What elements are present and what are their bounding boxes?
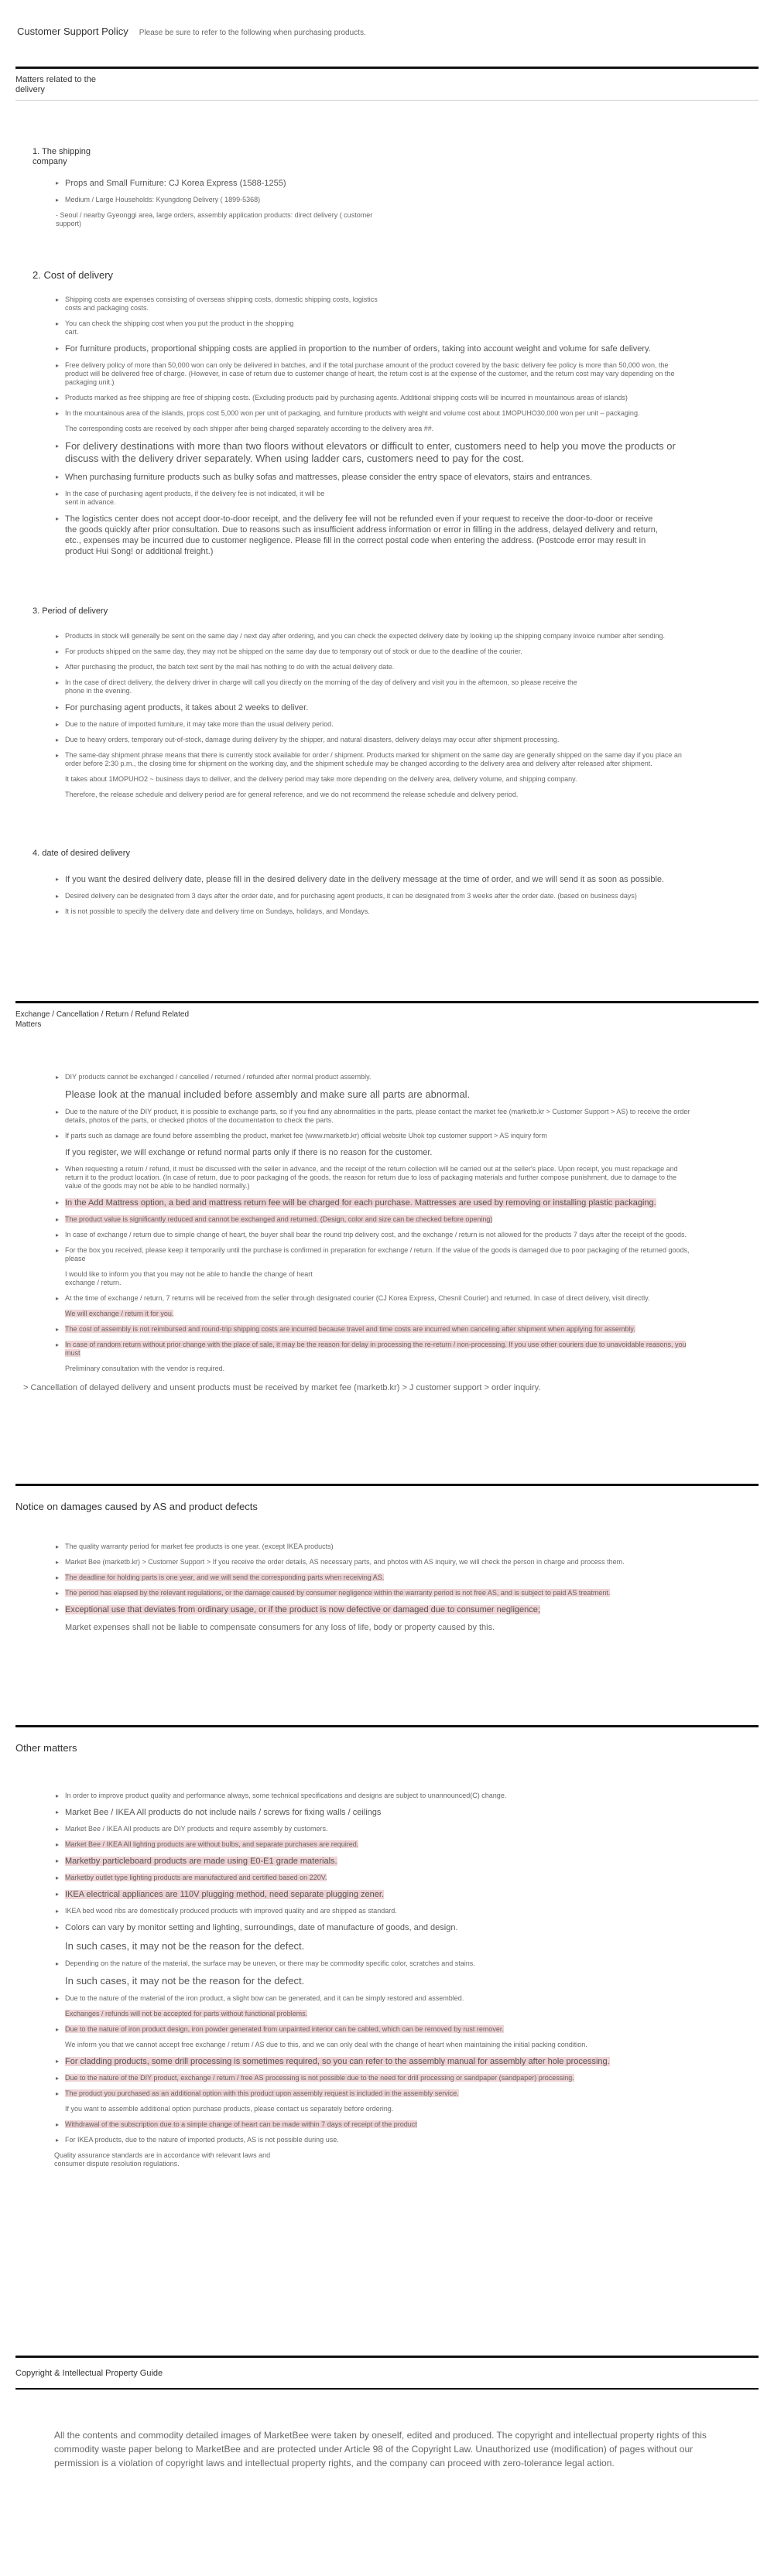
list-item: ▸ In the mountainous area of the islands, props cost 5,000 won per unit of packaging, and furniture products with weight and volume cost about 1MOPUHO30,000 won per unit – packaging. — [56, 409, 690, 418]
divider — [15, 2388, 759, 2390]
list-item: ▸ Market Bee / IKEA All products do not include nails / screws for fixing walls / ceilings — [56, 1807, 690, 1818]
cost-heading: 2. Cost of delivery — [33, 269, 114, 281]
list-item: ▸ Marketby outlet type lighting products are manufactured and certified based on 220V. — [56, 1874, 690, 1882]
copyright-title: Copyright & Intellectual Property Guide — [15, 2369, 163, 2378]
other-title: Other matters — [15, 1742, 77, 1754]
list-item: ▸ Due to the nature of the DIY product, it is possible to exchange parts, so if you find any abnormalities in the parts, please contact the market fee (marketb.kr > Customer Support > AS) to receive the order details, photos of the parts, or checked photos of the documentation to check the parts. — [56, 1108, 690, 1125]
list-item: ▸ IKEA bed wood ribs are domestically produced products with improved quality and are shipped as standard. — [56, 1907, 690, 1915]
period-list — [56, 632, 690, 799]
list-item: ▸ IKEA electrical appliances are 110V plugging method, need separate plugging zener. — [56, 1889, 690, 1900]
list-item: ▸ In the case of direct delivery, the delivery driver in charge will call you directly on the morning of the day of delivery and visit you in the afternoon, so please receive the phone in the evening. — [56, 678, 582, 695]
section-divider — [15, 67, 759, 69]
exchange-section — [15, 1001, 759, 1393]
list-item: ▸ The quality warranty period for market fee products is one year. (except IKEA products) — [56, 1543, 690, 1551]
list-item: ▸ DIY products cannot be exchanged / cancelled / returned / refunded after normal product assembly. — [56, 1073, 690, 1081]
list-item: ▸ In case of random return without prior change with the place of sale, it may be the reason for delay in processing the re-return / non-processing. If you use other couriers due to unavoidable reasons, you must — [56, 1341, 690, 1358]
period-heading: 3. Period of delivery — [33, 606, 108, 616]
list-item: We inform you that we cannot accept free exchange / return / AS due to this, and we can only deal with the change of heart when maintaining the initial packing condition. — [65, 2041, 587, 2048]
list-item: Therefore, the release schedule and delivery period are for general reference, and we do not recommend the release schedule and delivery period. — [65, 791, 519, 798]
damage-title: Notice on damages caused by AS and product defects — [15, 1501, 258, 1512]
list-item: Preliminary consultation with the vendor is required. — [65, 1365, 225, 1372]
list-item: ▸ Props and Small Furniture: CJ Korea Express (1588-1255) — [56, 178, 381, 189]
list-item: ▸ The product you purchased as an additional option with this product upon assembly request is included in the assembly service. — [56, 2089, 690, 2098]
exchange-footer: > Cancellation of delayed delivery and unsent products must be received by market fee (marketb.kr) > J customer support > order inquiry. — [23, 1383, 541, 1392]
list-item: - Seoul / nearby Gyeonggi area, large orders, assembly application products: direct delivery ( customer support) — [56, 211, 373, 227]
list-item: ▸ Colors can vary by monitor setting and lighting, surroundings, date of manufacture of goods, and design. — [56, 1922, 690, 1933]
list-item: I would like to inform you that you may not be able to handle the change of heart exchange / return. — [65, 1270, 313, 1286]
list-item: ▸ When purchasing furniture products such as bulky sofas and mattresses, please consider the entry space of elevators, stairs and entrances. — [56, 472, 690, 483]
list-item: ▸ In the Add Mattress option, a bed and mattress return fee will be charged for each purchase. Mattresses are used by removing or installing plastic packaging. — [56, 1197, 690, 1208]
list-item: ▸ The period has elapsed by the relevant regulations, or the damage caused by consumer negligence within the warranty period is not free AS, and is subject to paid AS treatment. — [56, 1589, 690, 1597]
copyright-section — [15, 2356, 759, 2470]
page-subtitle: Please be sure to refer to the following when purchasing products. — [139, 29, 366, 37]
list-item: ▸ When requesting a return / refund, it must be discussed with the seller in advance, and the receipt of the return collection will be carried out at the seller's place. Upon receipt, you must repackage and return it to the product location. (In case of return, due to poor packaging of the goods, the reason for return due to loss of packaging materials and further compose punishment, due to damage to the value of the goods may not be able to be handled normally.) — [56, 1165, 690, 1191]
list-item: If you want to assemble additional option purchase products, please contact us separately before ordering. — [65, 2105, 394, 2113]
list-item: ▸ Exceptional use that deviates from ordinary usage, or if the product is now defective or damaged due to consumer negligence; — [56, 1604, 690, 1615]
list-item: ▸ Shipping costs are expenses consisting of overseas shipping costs, domestic shipping costs, logistics costs and packaging costs. — [56, 296, 381, 313]
desired-list — [56, 874, 690, 916]
damage-footer: Market expenses shall not be liable to compensate consumers for any loss of life, body or property caused by this. — [65, 1623, 495, 1632]
desired-heading: 4. date of desired delivery — [33, 849, 130, 858]
list-item: ▸ Due to the nature of the DIY product, exchange / return / free AS processing is not possible due to the need for drill processing or sandpaper (sandpaper) processing. — [56, 2074, 690, 2082]
list-item: ▸ After purchasing the product, the batch text sent by the mail has nothing to do with the actual delivery date. — [56, 663, 690, 671]
list-item: Please look at the manual included before assembly and make sure all parts are abnormal. — [65, 1088, 471, 1100]
list-item: ▸ Products in stock will generally be sent on the same day / next day after ordering, and you can check the expected delivery date by looking up the shipping company invoice number after sending. — [56, 632, 690, 641]
list-item: In such cases, it may not be the reason for the defect. — [65, 1975, 305, 1987]
list-item: ▸ If parts such as damage are found before assembling the product, market fee (www.marketb.kr) official website Uhok top customer support > AS inquiry form — [56, 1132, 690, 1140]
shipping-heading: 1. The shipping company — [33, 147, 91, 166]
list-item: ▸ Market Bee / IKEA All products are DIY products and require assembly by customers. — [56, 1825, 690, 1833]
list-item: ▸ The same-day shipment phrase means that there is currently stock available for order / shipment. Products marked for shipment on the same day are generally shipped on the same day if you place an order before 2:30 p.m., the closing time for shipment on the working day, and the shipment schedule may be changed according to the delivery area and delivery after released after shipment. — [56, 751, 690, 768]
policy-header — [0, 0, 774, 45]
other-footer: Quality assurance standards are in accordance with relevant laws and consumer dispute resolution regulations. — [54, 2151, 271, 2168]
list-item: ▸ For delivery destinations with more than two floors without elevators or difficult to enter, customers need to help you move the products or discuss with the delivery driver separately. When using ladder cars, customers need to pay for the cost. — [56, 440, 690, 465]
list-item: ▸ In case of exchange / return due to simple change of heart, the buyer shall bear the round trip delivery cost, and the exchange / return is not allowed for the products 7 days after the receipt of the goods. — [56, 1231, 690, 1239]
cost-list — [56, 296, 690, 557]
list-item: ▸ Depending on the nature of the material, the surface may be uneven, or there may be commodity specific color, scratches and stains. — [56, 1959, 690, 1968]
list-item: ▸ Market Bee / IKEA All lighting products are without bulbs, and separate purchases are required. — [56, 1840, 690, 1849]
list-item: ▸ Due to the nature of iron product design, iron powder generated from unpainted interior can be cabled, which can be removed by rust remover. — [56, 2025, 690, 2034]
list-item: ▸ Medium / Large Households: Kyungdong Delivery ( 1899-5368) — [56, 196, 381, 204]
list-item: Exchanges / refunds will not be accepted for parts without functional problems. — [65, 2010, 308, 2017]
other-section — [15, 1725, 759, 2168]
list-item: In such cases, it may not be the reason for the defect. — [65, 1940, 305, 1952]
list-item: ▸ Withdrawal of the subscription due to a simple change of heart can be made within 7 days of receipt of the product — [56, 2120, 690, 2129]
list-item: ▸ The logistics center does not accept door-to-door receipt, and the delivery fee will not be refunded even if your request to receive the door-to-door or receive the goods quickly after prior consultation. Due to reasons such as insufficient address information or error in filling in the address, delayed delivery and return, etc., expenses may be incurred due to customer negligence. Please fill in the correct postal code when entering the address. (Postcode error may result in product Hui Song! or additional freight.) — [56, 514, 659, 557]
list-item: ▸ At the time of exchange / return, 7 returns will be received from the seller through designated courier (CJ Korea Express, Chesnil Courier) and returned. In case of direct delivery, visit directly. — [56, 1294, 690, 1303]
list-item: ▸ Free delivery policy of more than 50,000 won can only be delivered in batches, and if the total purchase amount of the product covered by the basic delivery fee policy is more than 50,000 won, the product will be delivered free of charge. (However, in case of return due to customer change of heart, the return cost is at the expense of the customer, and the return cost may vary depending on the packaging unit.) — [56, 361, 690, 387]
list-item: ▸ Due to heavy orders, temporary out-of-stock, damage during delivery by the shipper, and natural disasters, delivery delays may occur after shipment processing. — [56, 736, 690, 744]
divider — [15, 100, 759, 101]
list-item: It takes about 1MOPUHO2 ~ business days to deliver, and the delivery period may take more depending on the delivery area, delivery volume, and shipping company. — [65, 775, 577, 783]
list-item: ▸ In the case of purchasing agent products, if the delivery fee is not indicated, it will be sent in advance. — [56, 490, 334, 507]
list-item: ▸ For furniture products, proportional shipping costs are applied in proportion to the number of orders, taking into account weight and volume for safe delivery. — [56, 343, 690, 354]
list-item: ▸ Desired delivery can be designated from 3 days after the order date, and for purchasing agent products, it can be designated from 3 weeks after the order date. (based on business days) — [56, 892, 690, 900]
list-item: ▸ For purchasing agent products, it takes about 2 weeks to deliver. — [56, 702, 690, 713]
list-item: ▸ For cladding products, some drill processing is sometimes required, so you can refer to the assembly manual for assembly after hole processing. — [56, 2056, 690, 2067]
list-item: ▸ Market Bee (marketb.kr) > Customer Support > If you receive the order details, AS necessary parts, and photos with AS inquiry, we will check the person in charge and process them. — [56, 1558, 690, 1566]
delivery-section — [15, 67, 759, 923]
other-list — [56, 1792, 690, 2144]
list-item: ▸ It is not possible to specify the delivery date and delivery time on Sundays, holidays, and Mondays. — [56, 907, 690, 916]
list-item: ▸ For products shipped on the same day, they may not be shipped on the same day due to temporary out of stock or due to the deadline of the courier. — [56, 647, 690, 656]
copyright-text: All the contents and commodity detailed images of MarketBee were taken by oneself, edited and produced. The copyright and intellectual property rights of this commodity waste paper belong to MarketBee and are protected under Article 98 of the Copyright Law. Unauthorized use (modification) of pages without our permission is a violation of copyright laws and intellectual property rights, and the company can proceed with zero-tolerance legal action. — [54, 2430, 707, 2468]
list-item: ▸ For the box you received, please keep it temporarily until the purchase is confirmed in preparation for exchange / return. If the value of the goods is damaged due to poor packaging of the returned goods, please — [56, 1246, 690, 1263]
damage-section — [15, 1484, 759, 1633]
exchange-list — [56, 1073, 690, 1373]
list-item: If you register, we will exchange or refund normal parts only if there is no reason for the customer. — [65, 1148, 433, 1157]
delivery-title: Matters related to the delivery — [15, 75, 96, 94]
list-item: ▸ Marketby particleboard products are made using E0-E1 grade materials. — [56, 1856, 690, 1867]
list-item: The corresponding costs are received by each shipper after being charged separately according to the delivery area ##. — [65, 425, 434, 432]
list-item: ▸ Products marked as free shipping are free of shipping costs. (Excluding products paid by purchasing agents. Additional shipping costs will be incurred in mountainous areas of islands) — [56, 394, 690, 402]
list-item: ▸ The deadline for holding parts is one year, and we will send the corresponding parts when receiving AS. — [56, 1573, 690, 1582]
list-item: ▸ The product value is significantly reduced and cannot be exchanged and returned. (Design, color and size can be checked before opening) — [56, 1215, 690, 1224]
page-title: Customer Support Policy — [17, 26, 128, 37]
list-item: ▸ Due to the nature of the material of the iron product, a slight bow can be generated, and it can be simply restored and assembled. — [56, 1994, 690, 2003]
list-item: ▸ You can check the shipping cost when you put the product in the shopping cart. — [56, 319, 303, 337]
damage-list — [56, 1543, 690, 1615]
shipping-list — [56, 178, 381, 228]
list-item: ▸ For IKEA products, due to the nature of imported products, AS is not possible during use. — [56, 2136, 690, 2144]
exchange-title: Exchange / Cancellation / Return / Refund Related Matters — [15, 1010, 190, 1029]
list-item: ▸ Due to the nature of imported furniture, it may take more than the usual delivery period. — [56, 720, 690, 729]
list-item: ▸ In order to improve product quality and performance always, some technical specifications and designs are subject to unannounced(C) change. — [56, 1792, 690, 1800]
list-item: We will exchange / return it for you. — [65, 1310, 174, 1317]
list-item: ▸ The cost of assembly is not reimbursed and round-trip shipping costs are incurred because travel and time costs are incurred when canceling after shipment when applying for assembly. — [56, 1325, 690, 1334]
list-item: ▸ If you want the desired delivery date, please fill in the desired delivery date in the delivery message at the time of order, and we will send it as soon as possible. — [56, 874, 690, 885]
